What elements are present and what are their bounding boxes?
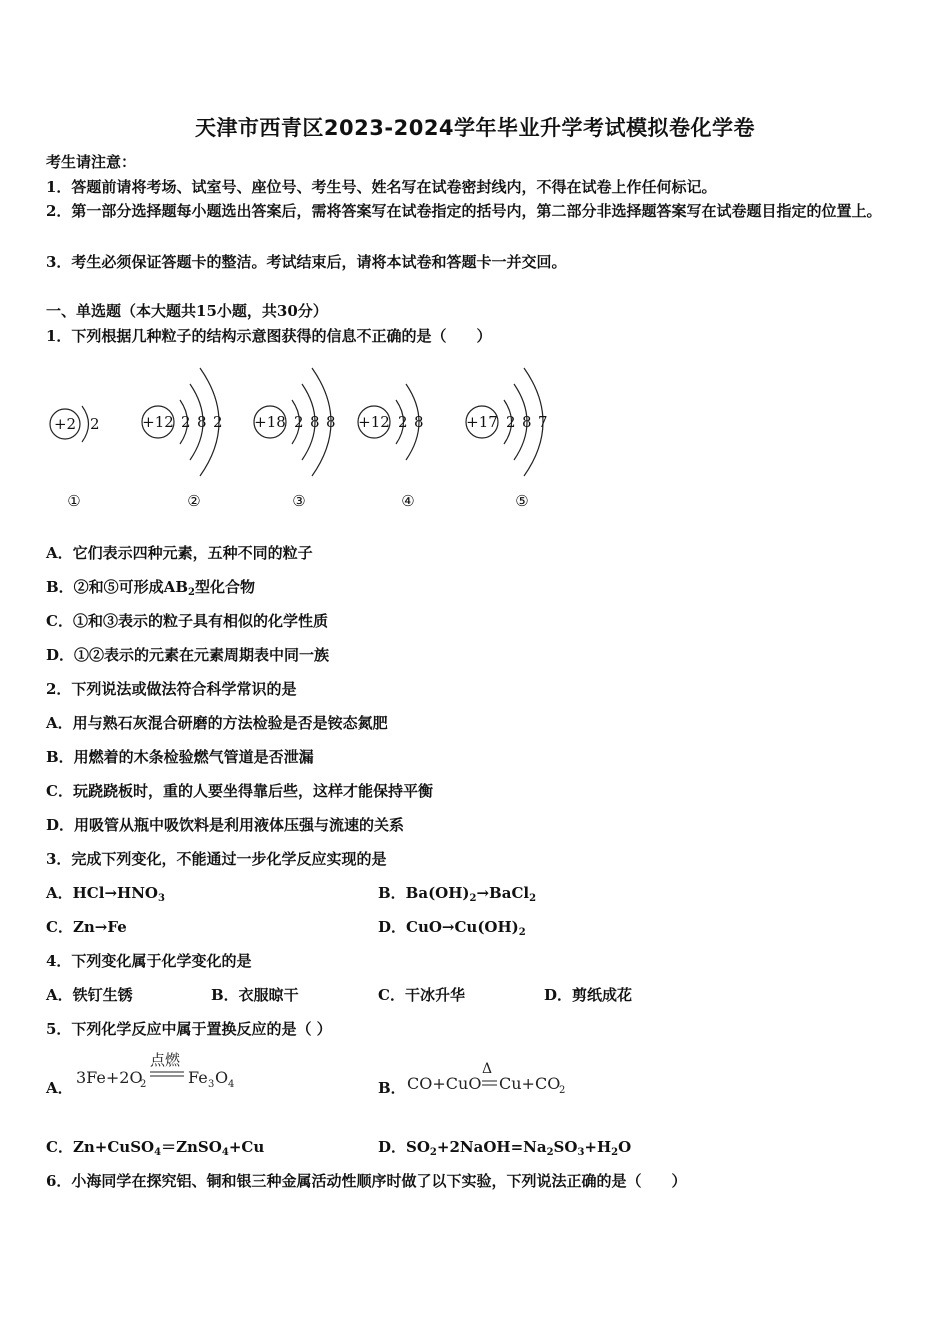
atom-structure-diagrams — [40, 360, 570, 520]
exam-title: 天津市西青区2023-2024学年毕业升学考试模拟卷化学卷 — [194, 116, 756, 140]
atom-2-shell-1: 2 — [181, 413, 191, 431]
q5-option-b-label: B． — [378, 1079, 406, 1097]
q5-b-condition: Δ — [482, 1061, 493, 1077]
q5-b-products-subscript: 2 — [559, 1085, 566, 1096]
q2-option-c: C．玩跷跷板时，重的人要坐得靠后些，这样才能保持平衡 — [46, 782, 433, 800]
atom-4-shell-1: 2 — [398, 413, 408, 431]
atom-1-label: ① — [67, 492, 81, 510]
q5-option-b-equation — [405, 1058, 585, 1102]
atom-1-shell-1: 2 — [90, 415, 100, 433]
q5-a-product-sub-2: 4 — [228, 1079, 235, 1090]
notice-heading: 考生请注意： — [46, 153, 137, 171]
q1-option-b: B．②和⑤可形成$AB_2$型化合物 — [46, 578, 255, 598]
atom-1-nucleus: +2 — [53, 415, 77, 433]
q5-option-d: D．$SO_2+2NaOH=Na_2SO_3+H_2O$ — [378, 1138, 632, 1158]
q1-option-d: D．①②表示的元素在元素周期表中同一族 — [46, 646, 330, 664]
q2-option-a: A．用与熟石灰混合研磨的方法检验是否是铵态氮肥 — [46, 714, 388, 732]
q5-option-c: C．Zn+CuSO$_4$＝ZnSO$_4$+Cu — [46, 1138, 265, 1158]
q2-option-d: D．用吸管从瓶中吸饮料是利用液体压强与流速的关系 — [46, 816, 405, 834]
atom-3-nucleus: +18 — [254, 413, 286, 431]
q5-a-reactants: 3Fe+2O — [76, 1068, 143, 1087]
q2-option-b: B．用燃着的木条检验燃气管道是否泄漏 — [46, 748, 314, 766]
notice-3: 3．考生必须保证答题卡的整洁。考试结束后，请将本试卷和答题卡一并交回。 — [46, 253, 567, 271]
atom-2-shell-2: 8 — [197, 413, 207, 431]
q5-a-product-sub-1: 3 — [208, 1079, 215, 1090]
atom-1-shell-arc — [82, 406, 89, 442]
notice-2: 2．第一部分选择题每小题选出答案后，需将答案写在试卷指定的括号内，第二部分非选择题答案写在试卷题目指定的位置上。 — [46, 202, 882, 220]
q5-a-condition: 点燃 — [150, 1051, 181, 1069]
atom-3-shell-2: 8 — [310, 413, 320, 431]
atom-3-shell-3: 8 — [326, 413, 336, 431]
q5-option-a-equation — [74, 1048, 244, 1098]
q3-option-d: D．$CuO\to Cu(OH)_2$ — [378, 918, 526, 938]
notice-1: 1．答题前请将考场、试室号、座位号、考生号、姓名写在试卷密封线内，不得在试卷上作任何标记。 — [46, 178, 717, 196]
q3-option-b: B．$Ba(OH)_2\to BaCl_2$ — [378, 884, 537, 904]
atom-2-shell-3: 2 — [213, 413, 223, 431]
q5-stem: 5．下列化学反应中属于置换反应的是（ ） — [46, 1020, 332, 1038]
q4-option-c: C．干冰升华 — [378, 986, 465, 1004]
q5-option-a-label: A． — [46, 1079, 73, 1097]
atom-2-nucleus: +12 — [142, 413, 174, 431]
q5-b-products: Cu+CO — [499, 1074, 561, 1093]
atom-3-shell-1: 2 — [294, 413, 304, 431]
q1-stem: 1．下列根据几种粒子的结构示意图获得的信息不正确的是（ ） — [46, 327, 492, 345]
q5-a-product-o: O — [215, 1068, 229, 1087]
q6-stem: 6．小海同学在探究铝、铜和银三种金属活动性顺序时做了以下实验，下列说法正确的是（ ） — [46, 1172, 687, 1190]
atom-5-shell-1: 2 — [506, 413, 516, 431]
atom-5-shell-3: 7 — [538, 413, 548, 431]
atom-5-label: ⑤ — [515, 492, 529, 510]
q1-option-c: C．①和③表示的粒子具有相似的化学性质 — [46, 612, 328, 630]
q5-a-reactants-subscript: 2 — [140, 1079, 147, 1090]
q5-b-reactants: CO+CuO — [407, 1074, 482, 1093]
q4-option-a: A．铁钉生锈 — [46, 986, 133, 1004]
q3-stem: 3．完成下列变化，不能通过一步化学反应实现的是 — [46, 850, 387, 868]
q4-option-b: B．衣服晾干 — [211, 986, 299, 1004]
q3-option-c: C．Zn→Fe — [46, 918, 127, 936]
section-heading: 一、单选题（本大题共15小题，共30分） — [46, 302, 328, 320]
q4-option-d: D．剪纸成花 — [544, 986, 633, 1004]
atom-5-nucleus: +17 — [466, 413, 498, 431]
atom-2-label: ② — [187, 492, 201, 510]
atom-3-label: ③ — [292, 492, 306, 510]
q5-a-product-fe: Fe — [188, 1068, 208, 1087]
q4-stem: 4．下列变化属于化学变化的是 — [46, 952, 252, 970]
q2-stem: 2．下列说法或做法符合科学常识的是 — [46, 680, 297, 698]
atom-4-shell-2: 8 — [414, 413, 424, 431]
q3-option-a: A．$HCl\to HNO_3$ — [46, 884, 165, 904]
q1-option-a: A．它们表示四种元素，五种不同的粒子 — [46, 544, 313, 562]
atom-4-nucleus: +12 — [358, 413, 390, 431]
atom-5-shell-2: 8 — [522, 413, 532, 431]
atom-4-label: ④ — [401, 492, 415, 510]
